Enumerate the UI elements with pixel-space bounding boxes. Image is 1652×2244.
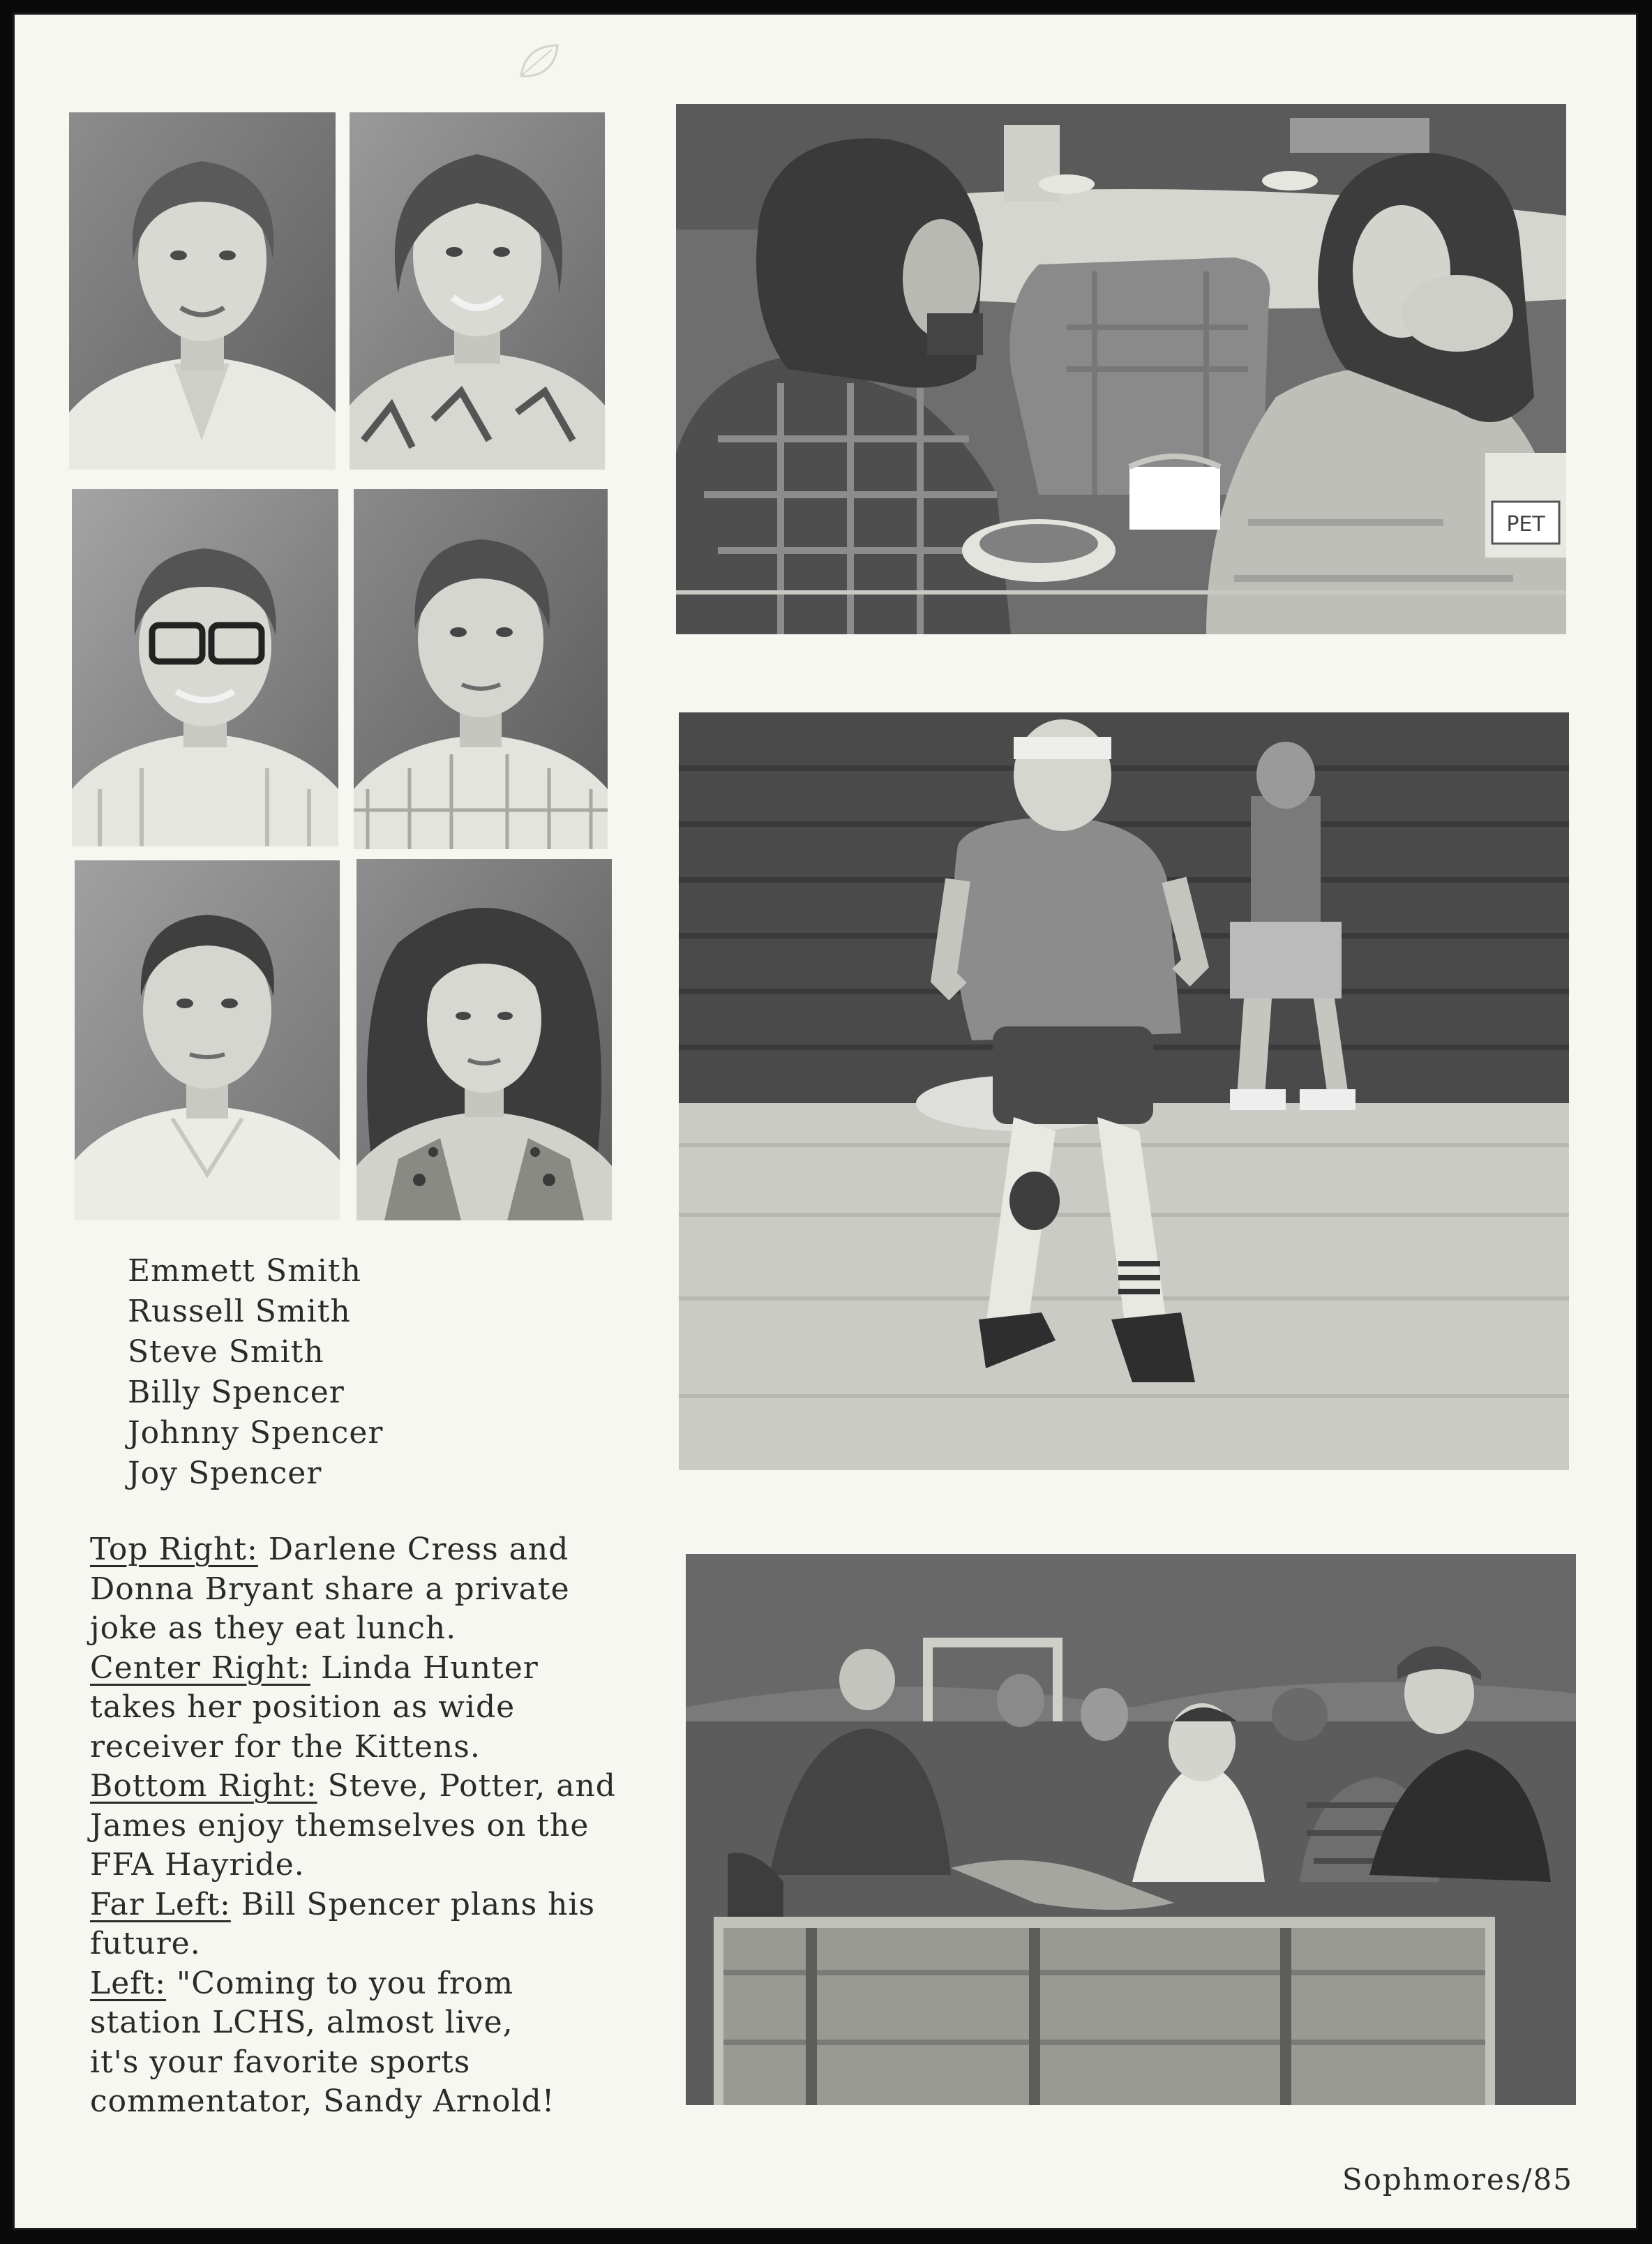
caption-text: Bill Spencer plans his	[230, 1886, 596, 1922]
caption-text: future.	[90, 1926, 201, 1961]
yearbook-page	[13, 13, 1638, 2230]
portrait-name: Billy Spencer	[128, 1375, 345, 1410]
caption-text: James enjoy themselves on the	[90, 1807, 590, 1843]
portrait-name: Johnny Spencer	[128, 1415, 384, 1451]
milk-carton-text: PET	[1506, 512, 1545, 537]
photo-center-right-gym	[679, 712, 1569, 1470]
photo-bottom-right-hayride	[686, 1554, 1576, 2105]
leaf-watermark-icon	[517, 41, 562, 80]
portrait-steve-smith	[72, 489, 338, 846]
portrait-name: Russell Smith	[128, 1294, 351, 1329]
caption-text: Steve, Potter, and	[317, 1768, 616, 1804]
caption-label-center-right: Center Right:	[90, 1650, 310, 1686]
caption-label-left: Left:	[90, 1965, 167, 2001]
photo-top-right-lunch	[676, 104, 1566, 634]
caption-text: Darlene Cress and	[257, 1532, 569, 1567]
portrait-emmett-smith	[69, 112, 336, 470]
caption-text: station LCHS, almost live,	[90, 2005, 513, 2040]
portrait-name-list	[128, 1251, 383, 1494]
caption-text: Linda Hunter	[310, 1650, 539, 1686]
caption-text: takes her position as wide	[90, 1689, 516, 1725]
caption-text: receiver for the Kittens.	[90, 1728, 481, 1765]
caption-label-top-right: Top Right:	[90, 1532, 258, 1567]
page-folio: Sophmores/85	[1342, 2162, 1573, 2197]
caption-text: Donna Bryant share a private	[90, 1571, 570, 1607]
caption-text: it's your favorite sports	[90, 2044, 471, 2080]
caption-label-bottom-right: Bottom Right:	[90, 1768, 317, 1804]
portrait-russell-smith	[350, 112, 605, 470]
caption-text: joke as they eat lunch.	[90, 1610, 457, 1646]
portrait-joy-spencer	[356, 859, 612, 1220]
caption-text: "Coming to you from	[166, 1965, 514, 2001]
portrait-name: Emmett Smith	[128, 1253, 361, 1289]
portrait-billy-spencer	[354, 489, 608, 849]
portrait-johnny-spencer	[75, 860, 340, 1220]
caption-label-far-left: Far Left:	[90, 1886, 231, 1922]
caption-text: commentator, Sandy Arnold!	[90, 2084, 555, 2119]
portrait-name: Steve Smith	[128, 1334, 324, 1370]
photo-captions	[90, 1530, 690, 2122]
caption-text: FFA Hayride.	[90, 1847, 305, 1883]
portrait-name: Joy Spencer	[128, 1456, 322, 1491]
